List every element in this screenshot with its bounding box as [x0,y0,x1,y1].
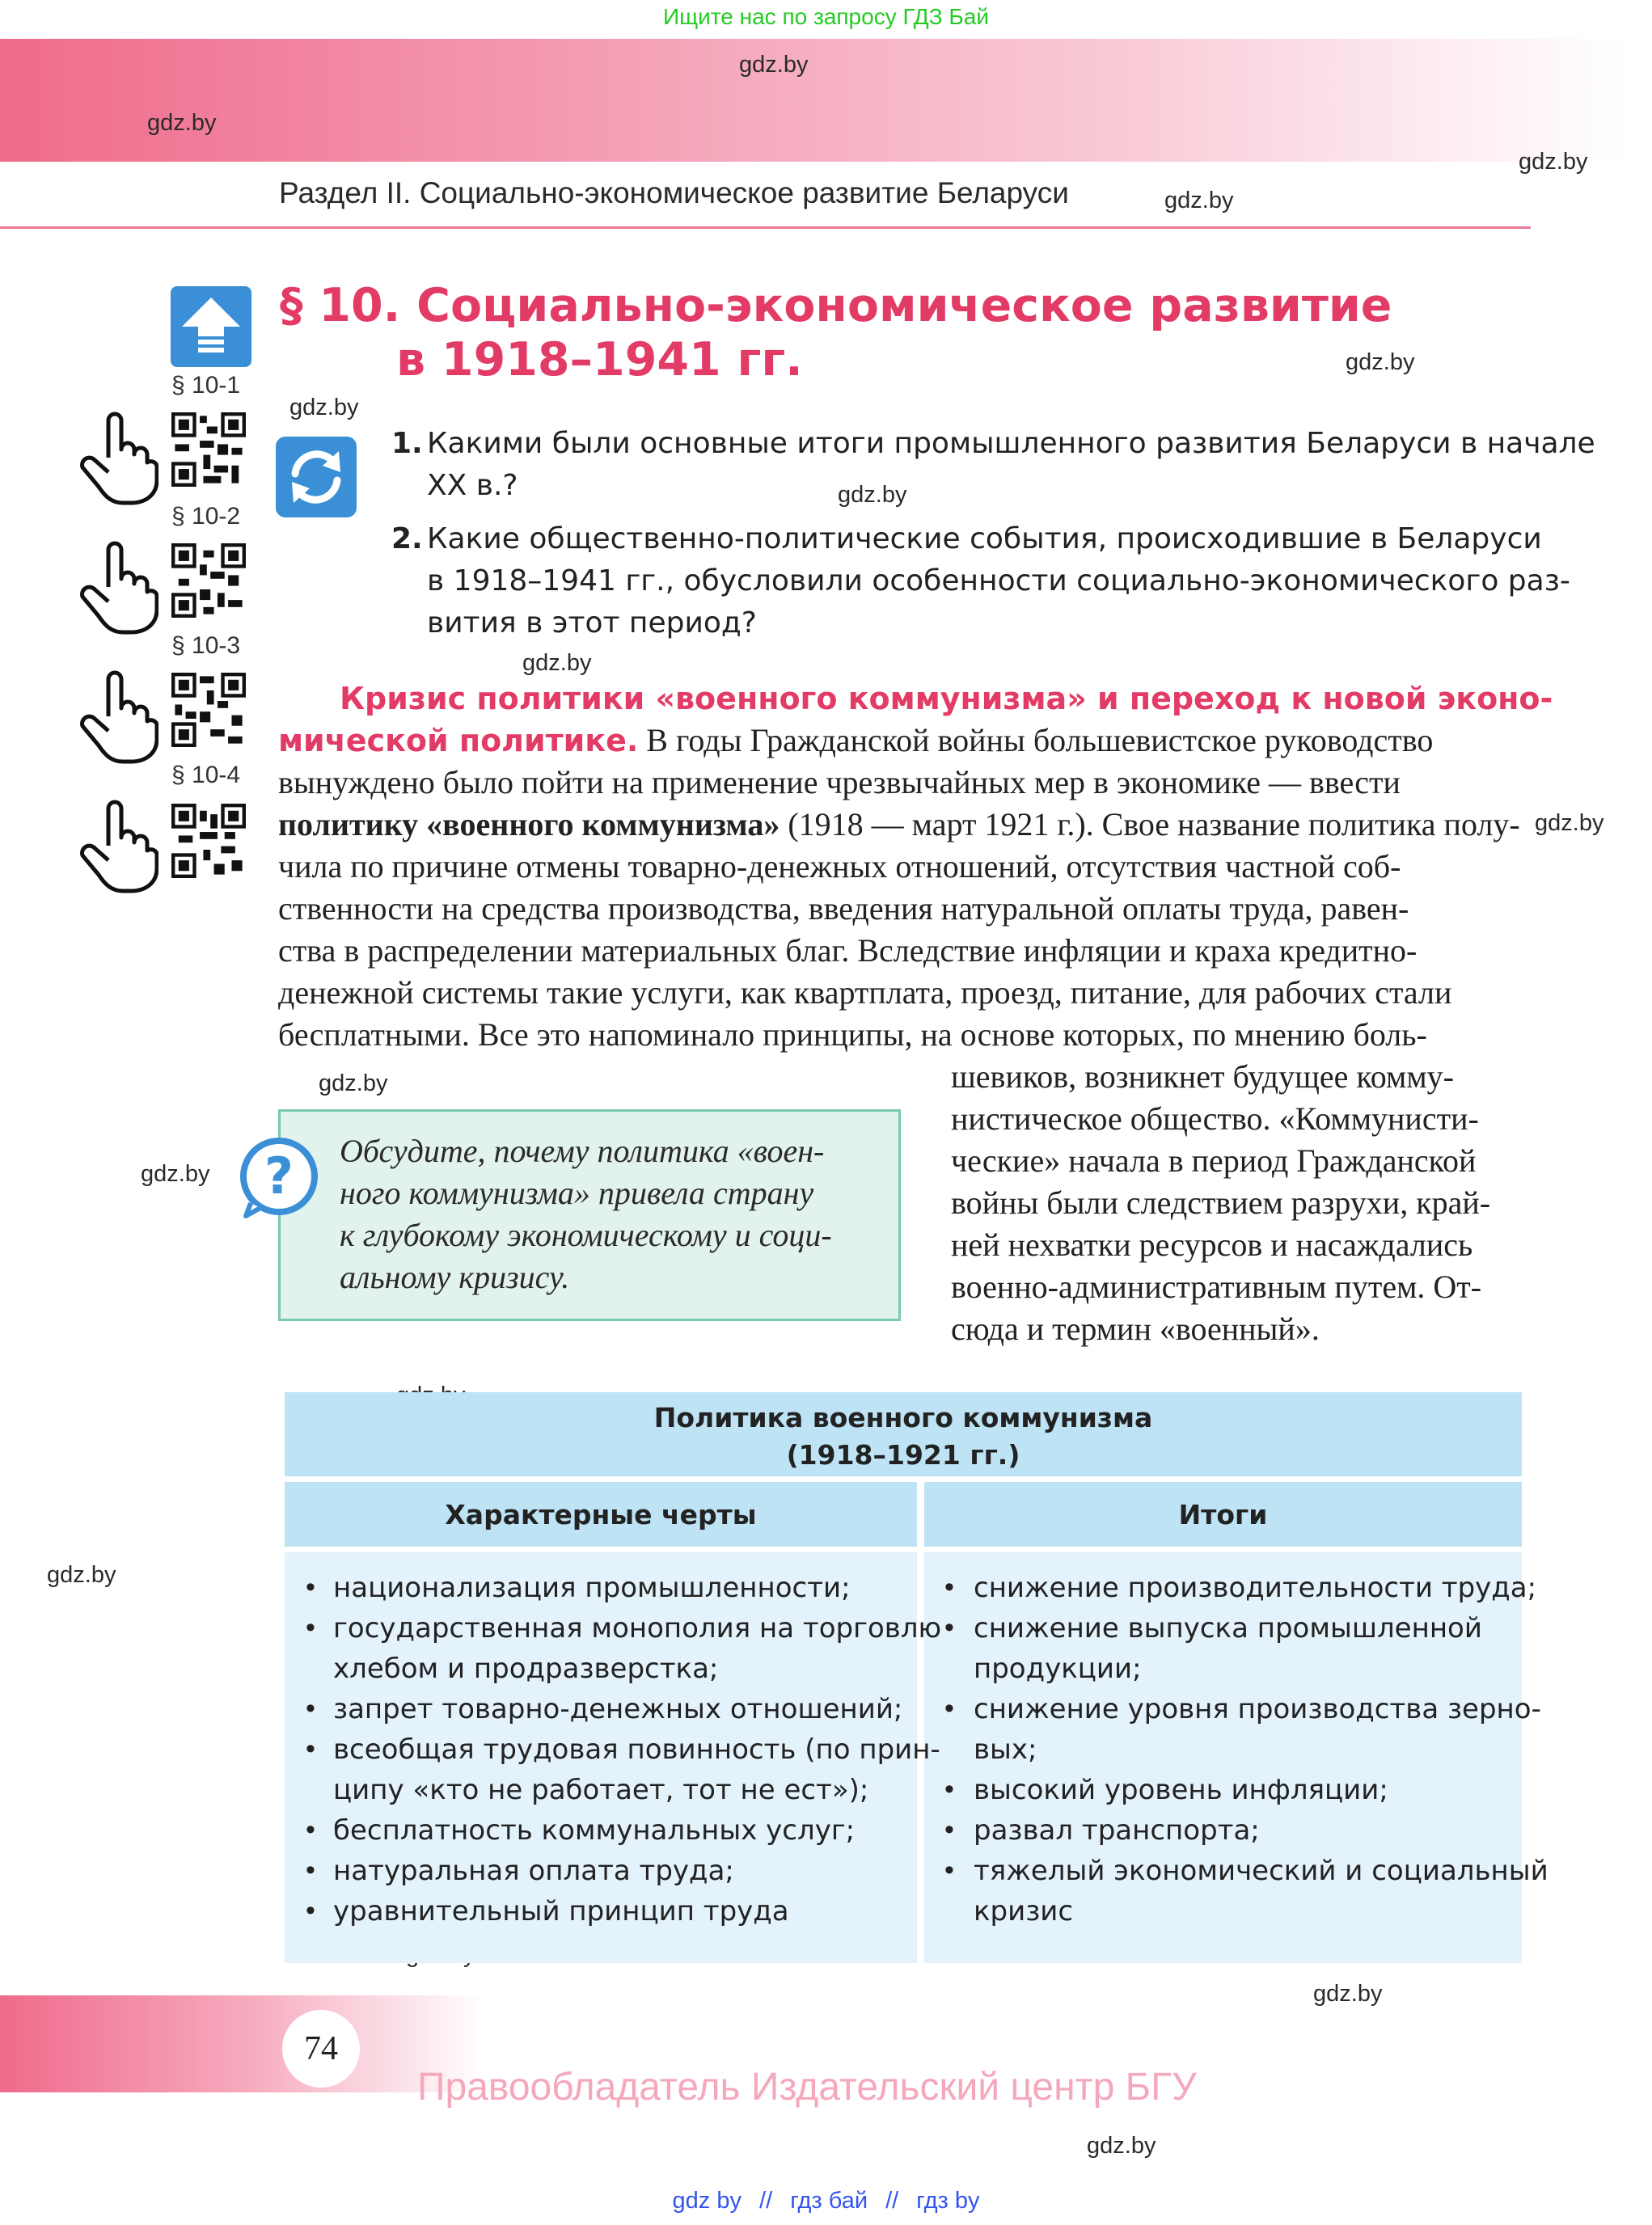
watermark: gdz.by [838,482,907,508]
top-banner[interactable]: Ищите нас по запросу ГДЗ Бай [662,4,990,29]
bullet: • [944,1572,954,1602]
list-item: бесплатность коммунальных услуг; [333,1814,856,1847]
watermark: gdz.by [1519,149,1588,175]
body-line: чила по причине отмены товарно-денежных отношений, отсутствия частной соб- [278,848,1401,885]
list-item: вых; [974,1733,1037,1766]
qr-code-icon[interactable] [171,412,246,487]
header-rule [0,226,1531,229]
column-header-features: Характерные черты [445,1499,757,1530]
hand-pointer-icon [78,409,158,506]
footer-band [0,1995,485,2092]
bullet: • [944,1774,954,1805]
watermark: gdz.by [289,395,359,420]
section-heading: Раздел II. Социально-экономическое развитие Беларуси [279,176,1069,209]
list-item: снижение производительности труда; [974,1572,1537,1604]
body-line: шевиков, возникнет будущее комму- [951,1058,1454,1095]
bottom-link[interactable]: гдз by [916,2188,980,2214]
watermark: gdz.by [1087,2133,1156,2159]
body-line: денежной системы такие услуги, как квартплата, проезд, питание, для рабочих стали [278,974,1452,1011]
term-war-communism: политику «военного коммунизма» [278,806,780,842]
bullet: • [306,1814,315,1845]
body-line: ственности на средства производства, введения натуральной оплаты труда, равен- [278,890,1409,927]
list-item: снижение уровня производства зерно- [974,1693,1541,1725]
list-item: уравнительный принцип труда [333,1895,789,1927]
list-item: ципу «кто не работает, тот не ест»); [333,1774,869,1806]
lead-heading: Кризис политики «военного коммунизма» и переход к новой эконо- [340,681,1553,716]
discussion-text: альному кризису. [340,1259,570,1295]
watermark: gdz.by [319,1070,388,1096]
list-item: запрет товарно-денежных отношений; [333,1693,903,1725]
list-item: развал транспорта; [974,1814,1260,1847]
hand-pointer-icon [78,538,158,635]
list-item: высокий уровень инфляции; [974,1774,1388,1806]
page-number: 74 [304,2030,338,2067]
body-line: вынуждено было пойти на применение чрезвычайных мер в экономике — ввести [278,764,1401,800]
bullet: • [306,1733,315,1764]
body-line: ства в распределении материальных благ. Вследствие инфляции и краха кредитно- [278,932,1418,969]
discussion-text: к глубокому экономическому и соци- [340,1217,832,1253]
hand-pointer-icon [78,668,158,765]
arrow-up-icon[interactable] [171,286,251,367]
bottom-link[interactable]: гдз бай [790,2188,868,2214]
bullet: • [944,1855,954,1885]
bullet: • [944,1814,954,1845]
bottom-links [0,2188,1652,2214]
bottom-link[interactable]: gdz by [672,2188,741,2214]
watermark: gdz.by [739,52,809,78]
bullet: • [306,1895,315,1926]
hand-pointer-icon [78,797,158,894]
question-text: XX в.? [427,469,518,502]
table-title: Политика военного коммунизма [653,1402,1153,1433]
bullet: • [306,1693,315,1724]
body-line: политику «военного коммунизма» (1918 — март 1921 г.). Свое название политика полу- [278,806,1520,842]
question-number: 1. [391,427,423,460]
question-number: 2. [391,522,423,555]
question-text: Какими были основные итоги промышленного развития Беларуси в начале [427,427,1595,460]
question-text: вития в этот период? [427,606,757,640]
discussion-text: Обсудите, почему политика «воен- [340,1133,825,1169]
list-item: натуральная оплата труда; [333,1855,734,1887]
link-separator: // [885,2188,899,2214]
body-line: сюда и термин «военный». [951,1311,1320,1347]
body-line: бесплатными. Все это напоминало принципы, на основе которых, по мнению боль- [278,1016,1427,1053]
watermark: gdz.by [141,1161,210,1187]
body-line: нистическое общество. «Коммунисти- [951,1100,1479,1137]
body-line: мической политике. В годы Гражданской войны большевистское руководство [278,722,1434,758]
list-item: продукции; [974,1653,1142,1685]
qr-label: § 10-1 [171,372,241,399]
copyright: Правообладатель Издательский центр БГУ [417,2066,1197,2109]
watermark: gdz.by [147,110,217,136]
bullet: • [306,1612,315,1643]
watermark: gdz.by [1535,810,1604,836]
list-item: снижение выпуска промышленной [974,1612,1482,1644]
qr-label: § 10-4 [171,762,241,788]
watermark: gdz.by [522,650,592,676]
paragraph-title-line2: в 1918–1941 гг. [396,333,803,386]
list-item: национализация промышленности; [333,1572,851,1604]
table-title-dates: (1918–1921 гг.) [786,1439,1020,1471]
list-item: тяжелый экономический и социальный [974,1855,1548,1887]
qr-code-icon[interactable] [171,804,246,878]
watermark: gdz.by [47,1562,116,1588]
qr-label: § 10-3 [171,632,241,659]
qr-code-icon[interactable] [171,673,246,747]
list-item: государственная монополия на торговлю [333,1612,942,1644]
svg-text:?: ? [264,1146,294,1205]
body-line: ней нехватки ресурсов и насаждались [951,1226,1473,1263]
link-separator: // [759,2188,773,2214]
lead-heading-end: мической политике. [278,723,639,758]
watermark: gdz.by [1346,349,1415,375]
refresh-icon [276,437,357,517]
discussion-text: ного коммунизма» привела страну [340,1175,814,1211]
bullet: • [306,1855,315,1885]
list-item: всеобщая трудовая повинность (по прин- [333,1733,940,1766]
qr-label: § 10-2 [171,503,241,530]
watermark: gdz.by [1164,188,1234,213]
list-item: кризис [974,1895,1074,1927]
bullet: • [944,1612,954,1643]
qr-code-icon[interactable] [171,543,246,618]
bullet: • [306,1572,315,1602]
body-line: войны были следствием разрухи, край- [951,1184,1491,1221]
column-header-results: Итоги [1178,1499,1268,1530]
body-line: военно-административным путем. От- [951,1269,1482,1305]
question-text: в 1918–1941 гг., обусловили особенности социально-экономического раз- [427,564,1570,597]
list-item: хлебом и продразверстка; [333,1653,719,1685]
bullet: • [944,1693,954,1724]
body-line: ческие» начала в период Гражданской [951,1142,1477,1179]
watermark: gdz.by [1313,1981,1383,2007]
question-text: Какие общественно-политические события, происходившие в Беларуси [427,522,1542,555]
header-band [0,39,1625,162]
question-icon [234,1132,323,1221]
paragraph-title: § 10. Социально-экономическое развитие [280,279,1392,332]
